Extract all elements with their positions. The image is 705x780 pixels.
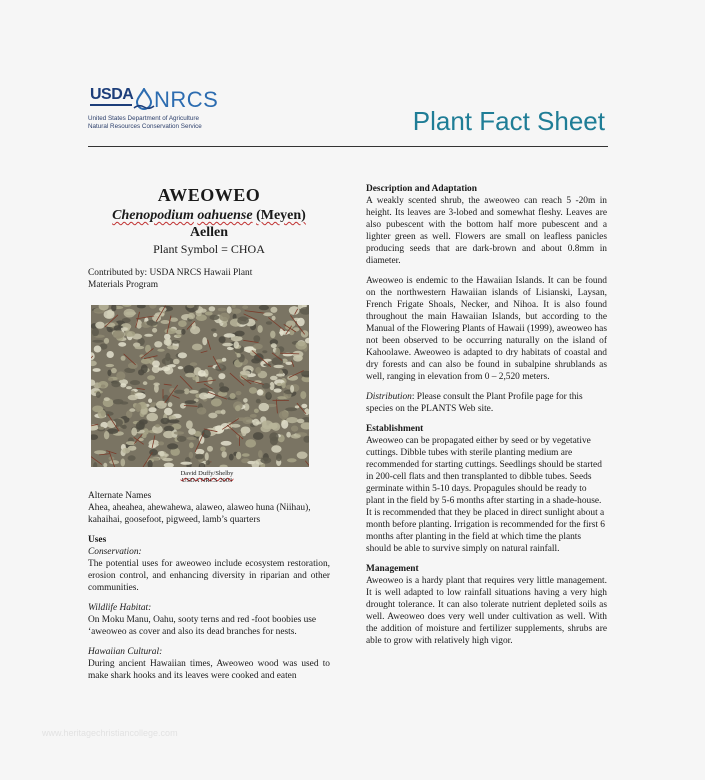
right-column: [366, 183, 607, 647]
distribution-text: [366, 391, 607, 415]
author-primary: (Meyen): [256, 208, 306, 223]
common-name: AWEOWEO: [157, 185, 261, 205]
wildlife-text: On Moku Manu, Oahu, sooty terns and red -foot boobies use ‘aweoweo as cover and also its dead branches for nests.: [88, 615, 317, 637]
plant-photo: [91, 305, 309, 467]
photo-credit: [84, 470, 330, 484]
wildlife-subheading: Wildlife Habitat:: [88, 603, 152, 613]
alternate-names-title: Alternate Names: [88, 491, 152, 501]
establishment-text: Aweoweo can be propagated either by seed or by vegetative cuttings. Dibble tubes with sterile planting medium are recommended for starting cuttings. Seedlings should be started in 200-cell flats and then transplanted to dibble tubes. Seeds germinate within 5-10 days. Propagules should be ready to plant in the field by 5-6 months after starting in a shade-house. It is recommended that they be placed in direct sunlight about a month before planting. Irrigation is recommended for the first 6 months after planting in the field at which time the plants should be able to survive simply on natural rainfall.: [366, 436, 605, 554]
species: oahuense: [197, 208, 253, 223]
logo-service-line: Natural Resources Conservation Service: [88, 123, 202, 130]
genus: Chenopodium: [112, 208, 194, 223]
cultural-subheading: Hawaiian Cultural:: [88, 647, 163, 657]
usda-nrcs-logo: [88, 86, 228, 136]
conservation-text: The potential uses for aweoweo include ecosystem restoration, erosion control, and enhancing diversity in riparian and other communities.: [88, 559, 330, 593]
watermark: www.heritagechristiancollege.com: [42, 728, 178, 738]
logo-rule: [90, 104, 132, 106]
description-heading: Description and Adaptation: [366, 184, 477, 194]
conservation-subheading: Conservation:: [88, 547, 142, 557]
distribution-label: Distribution: [366, 392, 412, 402]
logo-usda-text: USDA: [90, 86, 134, 103]
logo-nrcs-text: NRCS: [154, 87, 219, 112]
management-heading: Management: [366, 564, 419, 574]
logo-department-line: United States Department of Agriculture: [88, 115, 199, 122]
management-text: Aweoweo is a hardy plant that requires very little management. It is well adapted to low rainfall situations having a very high drought tolerance. It can also tolerate nutrient depleted soils as well. Aweoweo does very well under cultivation as well. With the addition of moisture and fertilizer supplements, shrubs are able to grow with relatively high vigor.: [366, 576, 607, 646]
photo-credit-name: David Duffy/Shelby: [180, 470, 234, 477]
photo-credit-org: USDA NRCS 2003: [181, 477, 233, 484]
distribution-body: : Please consult the Plant Profile page for this species on the PLANTS Web site.: [366, 392, 583, 414]
plant-symbol: Plant Symbol = CHOA: [153, 242, 265, 256]
description-paragraph-2: Aweoweo is endemic to the Hawaiian Islands. It can be found on the northwestern Hawaiian islands of Lisianski, Laysan, French Frigate Shoals, Necker, and Nihoa. It is also found throughout the main Hawaiian Islands, but according to the Manual of the Flowering Plants of Hawaii (1999), aweoweo has not been observed to be occurring naturally on the island of Kahoolawe. Aweoweo is adapted to dry habitats of coastal and dry forests and can also be found in subalpine shrublands as well, ranging in elevation from 0 – 2,520 meters.: [366, 276, 607, 382]
header-divider: [88, 146, 608, 147]
foliage-image: [91, 305, 309, 467]
water-drop-icon: [132, 88, 156, 110]
page-title: Plant Fact Sheet: [412, 106, 605, 136]
uses-heading: Uses: [88, 535, 107, 545]
contributed-by: Contributed by: USDA NRCS Hawaii Plant Materials Program: [88, 268, 253, 290]
establishment-heading: Establishment: [366, 424, 424, 434]
left-column: [88, 184, 330, 682]
header: [88, 86, 608, 148]
description-paragraph-1: A weakly scented shrub, the aweoweo can reach 5 -20m in height. Its leaves are 3-lobed and somewhat fleshy. Leaves are also pubescent with the bottom half more pubescent and a lighter green as well. Flowers are small on leafless panicles producing seeds that are dark-brown and about 0.8mm in diameter.: [366, 196, 607, 266]
author-secondary: Aellen: [189, 225, 229, 240]
alternate-names-list: Ahea, aheahea, ahewahewa, alaweo, alaweo huna (Niihau), kahaihai, goosefoot, pigweed, lamb’s quarters: [88, 503, 311, 525]
cultural-text: During ancient Hawaiian times, Aweoweo wood was used to make shark hooks and its leaves were cooked and eaten: [88, 659, 330, 681]
